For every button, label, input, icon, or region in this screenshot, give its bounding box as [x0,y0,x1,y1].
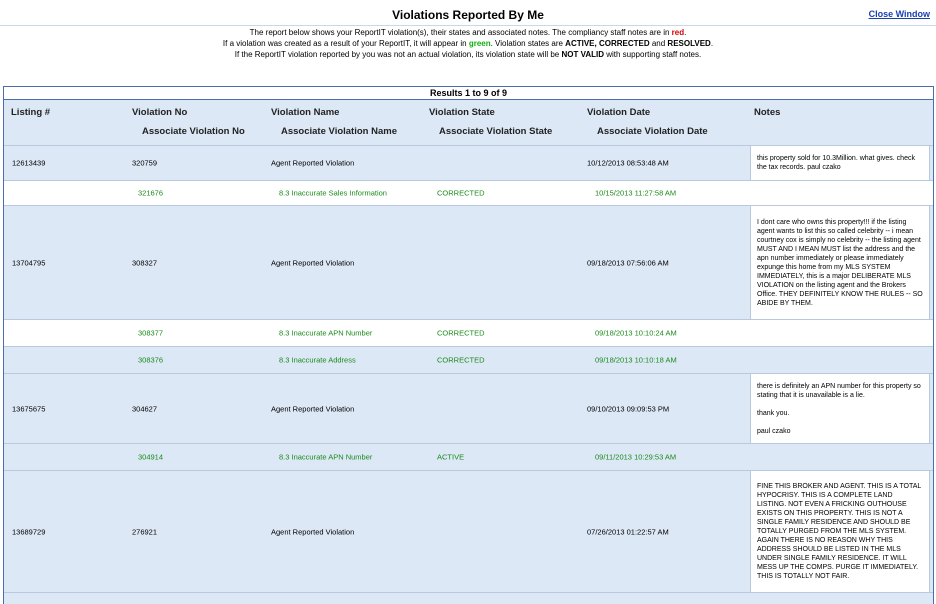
table-row [4,146,933,181]
violation-name-cell: 8.3 Inaccurate APN Number [279,452,373,462]
col-assoc-date-header: Associate Violation Date [597,126,708,137]
violation-name-cell: Agent Reported Violation [271,158,355,168]
notes-cell [750,206,930,319]
col-violation-name-header: Violation Name [271,107,340,118]
violation-name-cell: 8.3 Inaccurate Address [279,355,356,365]
note-paragraph: I dont care who owns this property!!! if the listing agent wants to list this so called celebrity -- i mean courtney cox is simply no celebrity -- the listing agent MUST AND I MEAN MUST list the address and the apn number immediately or please immediately expunge this home from my MLS SYSTEM IMMEDIATELY, this is a major DELIBERATE MLS VIOLATION on the listing agent and the Brokers Office. THEY DEFINITELY KNOW THE RULES -- SO ABIDE BY THEM. [757,218,923,307]
table-header [4,100,933,146]
violation-date-cell: 09/18/2013 10:10:18 AM [595,355,677,365]
results-count: Results 1 to 9 of 9 [4,87,933,100]
col-assoc-no-header: Associate Violation No [142,126,245,137]
violation-no-cell: 308377 [138,328,164,338]
violation-name-cell: 8.3 Inaccurate APN Number [279,328,373,338]
col-violation-no-header: Violation No [132,107,188,118]
intro-line-3: If the ReportIT violation reported by you was not an actual violation, its violation state will be NOT VALID with supporting staff notes. [234,50,702,59]
notes-cell [750,444,930,470]
violation-state-cell: CORRECTED [437,188,485,198]
col-violation-state-header: Violation State [429,107,495,118]
col-notes-header: Notes [754,107,781,118]
violation-date-cell: 09/18/2013 10:10:24 AM [595,328,677,338]
listing-cell: 13675675 [12,404,46,413]
violation-name-cell: Agent Reported Violation [271,527,355,536]
violation-date-cell: 07/26/2013 01:22:57 AM [587,527,669,536]
violation-no-cell: 321676 [138,188,164,198]
violation-name-cell: 8.3 Inaccurate Sales Information [279,188,387,198]
col-assoc-name-header: Associate Violation Name [281,126,397,137]
associate-violation-row [4,444,933,471]
associate-violation-row [4,320,933,347]
violation-no-cell: 304914 [138,452,164,462]
col-assoc-state-header: Associate Violation State [439,126,553,137]
table-body [4,146,933,593]
violation-state-cell: CORRECTED [437,328,485,338]
violation-date-cell: 10/12/2013 08:53:48 AM [587,158,669,168]
listing-cell: 13704795 [12,258,46,267]
violation-no-cell: 308376 [138,355,164,365]
notes-cell [750,320,930,346]
violation-state-cell: ACTIVE [437,452,465,462]
note-paragraph: this property sold for 10.3Million. what gives. check the tax records. paul czako [757,155,915,171]
violation-name-cell: Agent Reported Violation [271,258,355,267]
notes-cell [750,347,930,373]
note-paragraph: paul czako [757,427,791,435]
violation-name-cell: Agent Reported Violation [271,404,355,413]
violation-date-cell: 09/18/2013 07:56:06 AM [587,258,669,267]
page-title: Violations Reported By Me [392,8,544,22]
col-listing-header: Listing # [11,107,51,118]
listing-cell: 12613439 [12,158,46,168]
violation-no-cell: 276921 [132,527,158,536]
violation-state-cell: CORRECTED [437,355,485,365]
notes-cell [750,181,930,205]
associate-violation-row [4,181,933,206]
note-paragraph: thank you. [757,409,790,417]
violations-report-table [3,86,934,604]
violation-no-cell: 320759 [132,158,158,168]
violation-date-cell: 10/15/2013 11:27:58 AM [595,188,677,198]
intro-line-1: The report below shows your ReportIT violation(s), their states and associated notes. The compliancy staff notes are in red. [249,28,687,37]
violation-date-cell: 09/10/2013 09:09:53 PM [587,404,670,413]
notes-cell [750,374,930,443]
intro-line-2: If a violation was created as a result of your ReportIT, it will appear in green. Violation states are ACTIVE, CORRECTED and RESOLVED. [222,39,714,48]
table-row [4,374,933,444]
notes-cell [750,146,930,180]
table-row [4,471,933,593]
notes-cell [750,471,930,592]
table-row [4,206,933,320]
col-violation-date-header: Violation Date [587,107,651,118]
note-paragraph: there is definitely an APN number for this property so stating that it is unavailable is a lie. [757,382,921,399]
intro-text [0,26,936,60]
window-titlebar [0,0,936,26]
listing-cell: 13689729 [12,527,46,536]
associate-violation-row [4,347,933,374]
table-footer-strip [4,593,933,604]
close-window-link[interactable]: Close Window [868,9,930,19]
violation-date-cell: 09/11/2013 10:29:53 AM [595,452,677,462]
note-paragraph: FINE THIS BROKER AND AGENT. THIS IS A TOTAL HYPOCRISY. THIS IS A COMPLETE LAND LISTING. NOT EVEN A FRICKING OUTHOUSE EXISTS ON THIS PROPERTY. THIS IS NOT A SINGLE FAMILY RESIDENCE AND SHOULD BE TOTALLY PURGED FROM THE MLS SYSTEM. AGAIN THERE IS NO REASON WHY THIS ADDRESS SHOULD BE LISTED IN THE MLS UNDER SINGLE FAMILY RESIDENCE. IT WILL MESS UP THE COMPS. PURGE IT IMMEDIATELY. THIS IS TOTALLY NOT FAIR. [757,483,922,580]
violation-no-cell: 304627 [132,404,158,413]
violation-no-cell: 308327 [132,258,158,267]
